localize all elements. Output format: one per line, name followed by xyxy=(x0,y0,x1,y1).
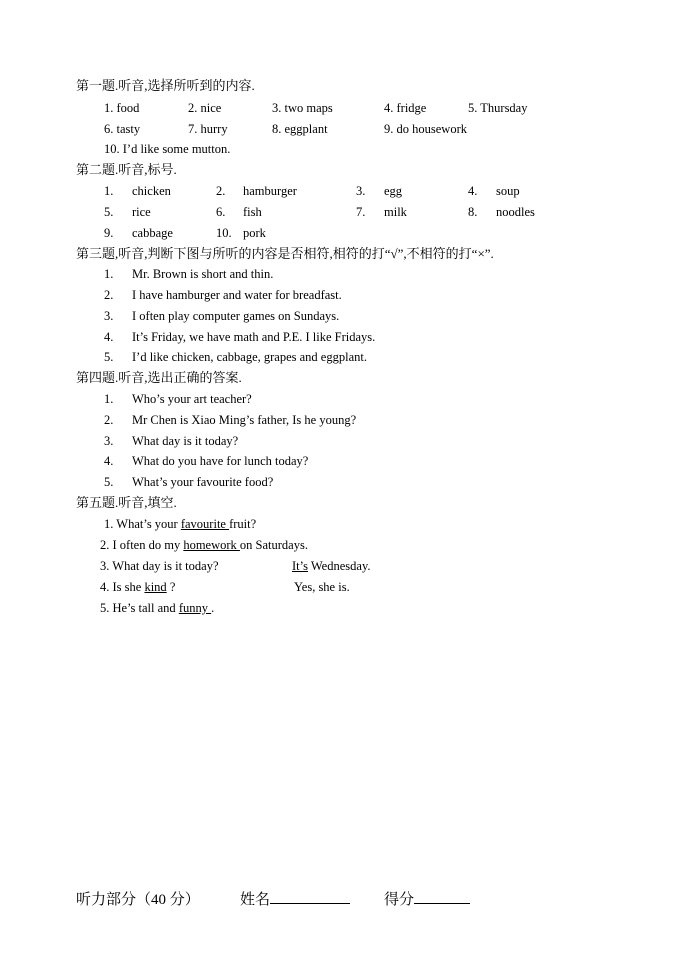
section3-num: 4. xyxy=(104,330,114,344)
q2-suffix: on Saturdays. xyxy=(239,538,308,552)
score-blank[interactable] xyxy=(414,889,470,904)
section1-item: 4. fridge xyxy=(384,101,427,115)
fill-question-3: 3. What day is it today? xyxy=(100,559,219,573)
fill-answer-3 xyxy=(292,558,371,574)
section2-word: chicken xyxy=(132,184,171,198)
fill-question-5 xyxy=(100,600,214,616)
section1-item: 8. eggplant xyxy=(272,122,328,136)
score-label: 得分 xyxy=(384,892,415,908)
section2-word: pork xyxy=(243,226,266,240)
section4-num: 1. xyxy=(104,392,114,406)
name-blank[interactable] xyxy=(270,889,350,904)
section1-item: 9. do housework xyxy=(384,122,467,136)
section4-text: What’s your favourite food? xyxy=(132,475,274,489)
q4-suffix: ? xyxy=(166,580,176,594)
listening-part-label: 听力部分（40 分） xyxy=(76,892,200,908)
section3-text: I often play computer games on Sundays. xyxy=(132,309,340,323)
section1-item: 3. two maps xyxy=(272,101,333,115)
section4-num: 5. xyxy=(104,475,114,489)
section2-word: fish xyxy=(243,205,262,219)
section4-text: What day is it today? xyxy=(132,434,239,448)
section2-num: 2. xyxy=(216,184,226,198)
fill-question-4 xyxy=(100,579,175,595)
q4-answer: kind xyxy=(144,580,167,594)
section2-num: 4. xyxy=(468,184,478,198)
name-field xyxy=(240,888,350,909)
section3-text: It’s Friday, we have math and P.E. I like Fridays. xyxy=(132,330,376,344)
section2-num: 10. xyxy=(216,226,232,240)
section3-num: 5. xyxy=(104,350,114,364)
section1-item: 7. hurry xyxy=(188,122,228,136)
section2-word: cabbage xyxy=(132,226,173,240)
q3-suffix: Wednesday. xyxy=(307,559,371,573)
section2-num: 8. xyxy=(468,205,478,219)
section4-text: Mr Chen is Xiao Ming’s father, Is he young? xyxy=(132,413,357,427)
q5-prefix: 5. He’s tall and xyxy=(100,601,179,615)
section4-num: 3. xyxy=(104,434,114,448)
section1-item: 6. tasty xyxy=(104,122,141,136)
q1-prefix: 1. What’s your xyxy=(104,517,181,531)
section4-num: 2. xyxy=(104,413,114,427)
section2-word: rice xyxy=(132,205,151,219)
section2-title: 第二题.听音,标号. xyxy=(76,162,177,177)
name-label: 姓名 xyxy=(240,892,271,908)
section1-item: 10. I’d like some mutton. xyxy=(104,142,231,156)
section2-num: 6. xyxy=(216,205,226,219)
section2-word: milk xyxy=(384,205,407,219)
section4-text: Who’s your art teacher? xyxy=(132,392,252,406)
section3-num: 2. xyxy=(104,288,114,302)
q2-prefix: 2. I often do my xyxy=(100,538,184,552)
section4-num: 4. xyxy=(104,454,114,468)
q1-suffix: fruit? xyxy=(229,517,257,531)
score-field xyxy=(384,888,470,909)
section2-num: 5. xyxy=(104,205,114,219)
section2-word: hamburger xyxy=(243,184,297,198)
section2-word: egg xyxy=(384,184,403,198)
q3-answer: It’s xyxy=(292,559,308,573)
section1-item: 5. Thursday xyxy=(468,101,528,115)
section1-item: 1. food xyxy=(104,101,140,115)
section4-title: 第四题.听音,选出正确的答案. xyxy=(76,370,242,385)
section5-title: 第五题.听音,填空. xyxy=(76,495,177,510)
section1-item: 2. nice xyxy=(188,101,222,115)
section3-text: Mr. Brown is short and thin. xyxy=(132,267,274,281)
fill-question-2 xyxy=(100,537,308,553)
q4-prefix: 4. Is she xyxy=(100,580,145,594)
q5-answer: funny xyxy=(178,601,212,615)
section1-title: 第一题.听音,选择所听到的内容. xyxy=(76,78,255,93)
section2-num: 7. xyxy=(356,205,366,219)
q4-reply: Yes, she is. xyxy=(294,580,350,594)
section3-num: 1. xyxy=(104,267,114,281)
section3-text: I’d like chicken, cabbage, grapes and eggplant. xyxy=(132,350,367,364)
q5-suffix: . xyxy=(211,601,215,615)
q1-answer: favourite xyxy=(180,517,230,531)
section4-text: What do you have for lunch today? xyxy=(132,454,309,468)
section2-num: 3. xyxy=(356,184,366,198)
section3-text: I have hamburger and water for breadfast. xyxy=(132,288,342,302)
q2-answer: homework xyxy=(183,538,240,552)
section2-word: soup xyxy=(496,184,520,198)
section2-word: noodles xyxy=(496,205,535,219)
section2-num: 9. xyxy=(104,226,114,240)
section2-num: 1. xyxy=(104,184,114,198)
fill-question-1 xyxy=(104,516,256,532)
section3-title: 第三题,听音,判断下图与所听的内容是否相符,相符的打“√”,不相符的打“×”. xyxy=(76,246,494,261)
section3-num: 3. xyxy=(104,309,114,323)
